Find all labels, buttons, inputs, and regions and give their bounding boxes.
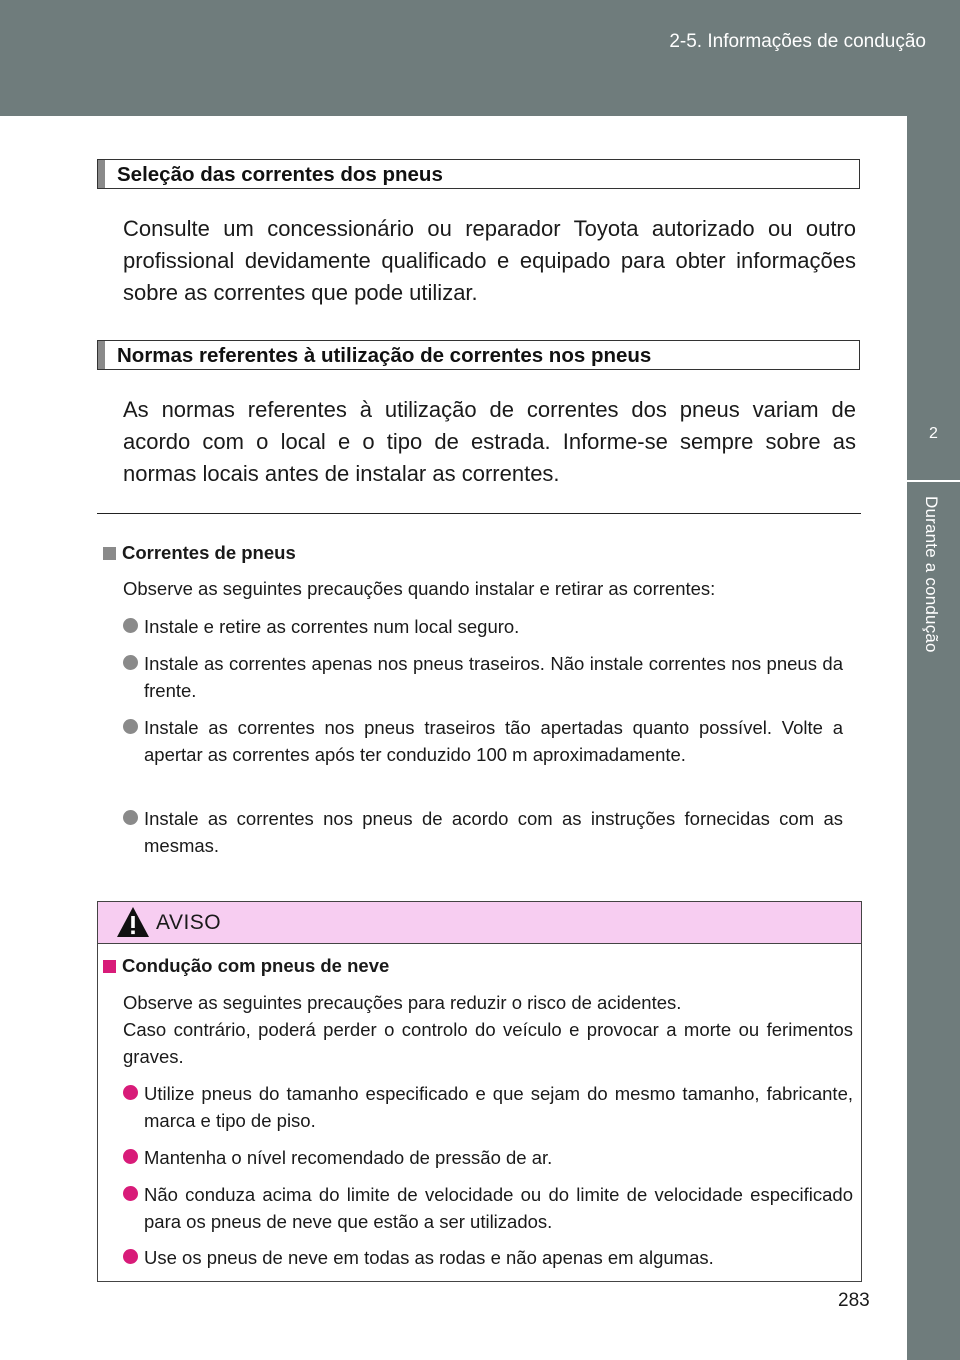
list-item-text: Use os pneus de neve em todas as rodas e não apenas em algumas. xyxy=(144,1247,714,1268)
heading-text: Seleção das correntes dos pneus xyxy=(117,163,443,186)
circle-bullet-icon xyxy=(123,1186,138,1201)
section-title: 2-5. Informações de condução xyxy=(669,31,926,52)
heading-text: Normas referentes à utilização de correntes nos pneus xyxy=(117,344,652,367)
list-item-text: Instale as correntes apenas nos pneus traseiros. Não instale correntes nos pneus da frente. xyxy=(144,653,843,701)
page-number: 283 xyxy=(838,1290,870,1311)
chapter-divider xyxy=(907,480,960,482)
square-bullet-icon xyxy=(103,547,116,560)
list-item-text: Utilize pneus do tamanho especificado e que sejam do mesmo tamanho, fabricante, marca e tipo de piso. xyxy=(144,1083,853,1131)
subheading-tire-chains xyxy=(103,542,296,564)
chapter-side-tab xyxy=(907,116,960,1360)
circle-bullet-icon xyxy=(123,719,138,734)
subheading-text: Correntes de pneus xyxy=(122,542,296,563)
warning-header xyxy=(98,902,861,944)
section-heading-chain-selection xyxy=(97,159,860,189)
heading-bar xyxy=(98,341,105,369)
subheading-text: Condução com pneus de neve xyxy=(122,955,390,976)
circle-bullet-icon xyxy=(123,1149,138,1164)
paragraph-chain-selection: Consulte um concessionário ou reparador Toyota autorizado ou outro profissional devidamente qualificado e equipado para obter informações sobre as correntes que pode utilizar. xyxy=(123,216,856,305)
heading-bar xyxy=(98,160,105,188)
divider-rule xyxy=(97,513,861,514)
circle-bullet-icon xyxy=(123,810,138,825)
list-item xyxy=(123,805,843,859)
circle-bullet-icon xyxy=(123,1085,138,1100)
list-item xyxy=(123,613,843,640)
list-item-text: Instale e retire as correntes num local seguro. xyxy=(144,616,520,637)
warning-intro-line1: Observe as seguintes precauções para reduzir o risco de acidentes. xyxy=(123,992,682,1013)
list-item-text: Mantenha o nível recomendado de pressão de ar. xyxy=(144,1147,553,1168)
circle-bullet-icon xyxy=(123,1249,138,1264)
list-item-text: Instale as correntes nos pneus de acordo com as instruções fornecidas com as mesmas. xyxy=(144,808,843,856)
header-band xyxy=(0,0,960,116)
list-item-text: Não conduza acima do limite de velocidade ou do limite de velocidade especificado para os pneus de neve que estão a ser utilizados. xyxy=(144,1184,853,1232)
section-heading-chain-regulations xyxy=(97,340,860,370)
warning-list-item xyxy=(123,1144,853,1171)
warning-intro-line2: Caso contrário, poderá perder o controlo do veículo e provocar a morte ou ferimentos graves. xyxy=(123,1019,853,1067)
warning-subheading xyxy=(103,955,389,977)
paragraph-chain-regulations: As normas referentes à utilização de correntes dos pneus variam de acordo com o local e o tipo de estrada. Informe-se sempre sobre as normas locais antes de instalar as correntes. xyxy=(123,397,856,486)
warning-list-item xyxy=(123,1080,853,1134)
warning-list-item xyxy=(123,1181,853,1235)
warning-title: AVISO xyxy=(156,911,222,934)
list-item xyxy=(123,714,843,768)
warning-triangle-icon xyxy=(116,905,150,939)
list-item-text: Instale as correntes nos pneus traseiros tão apertadas quanto possível. Volte a apertar as correntes após ter conduzido 100 m aproximadamente. xyxy=(144,717,843,765)
tire-chains-intro: Observe as seguintes precauções quando instalar e retirar as correntes: xyxy=(123,578,716,599)
list-item xyxy=(123,650,843,704)
square-bullet-icon xyxy=(103,960,116,973)
chapter-number: 2 xyxy=(929,425,938,442)
warning-list-item xyxy=(123,1244,853,1271)
chapter-title: Durante a condução xyxy=(922,496,941,653)
warning-box xyxy=(97,901,862,1282)
circle-bullet-icon xyxy=(123,618,138,633)
circle-bullet-icon xyxy=(123,655,138,670)
